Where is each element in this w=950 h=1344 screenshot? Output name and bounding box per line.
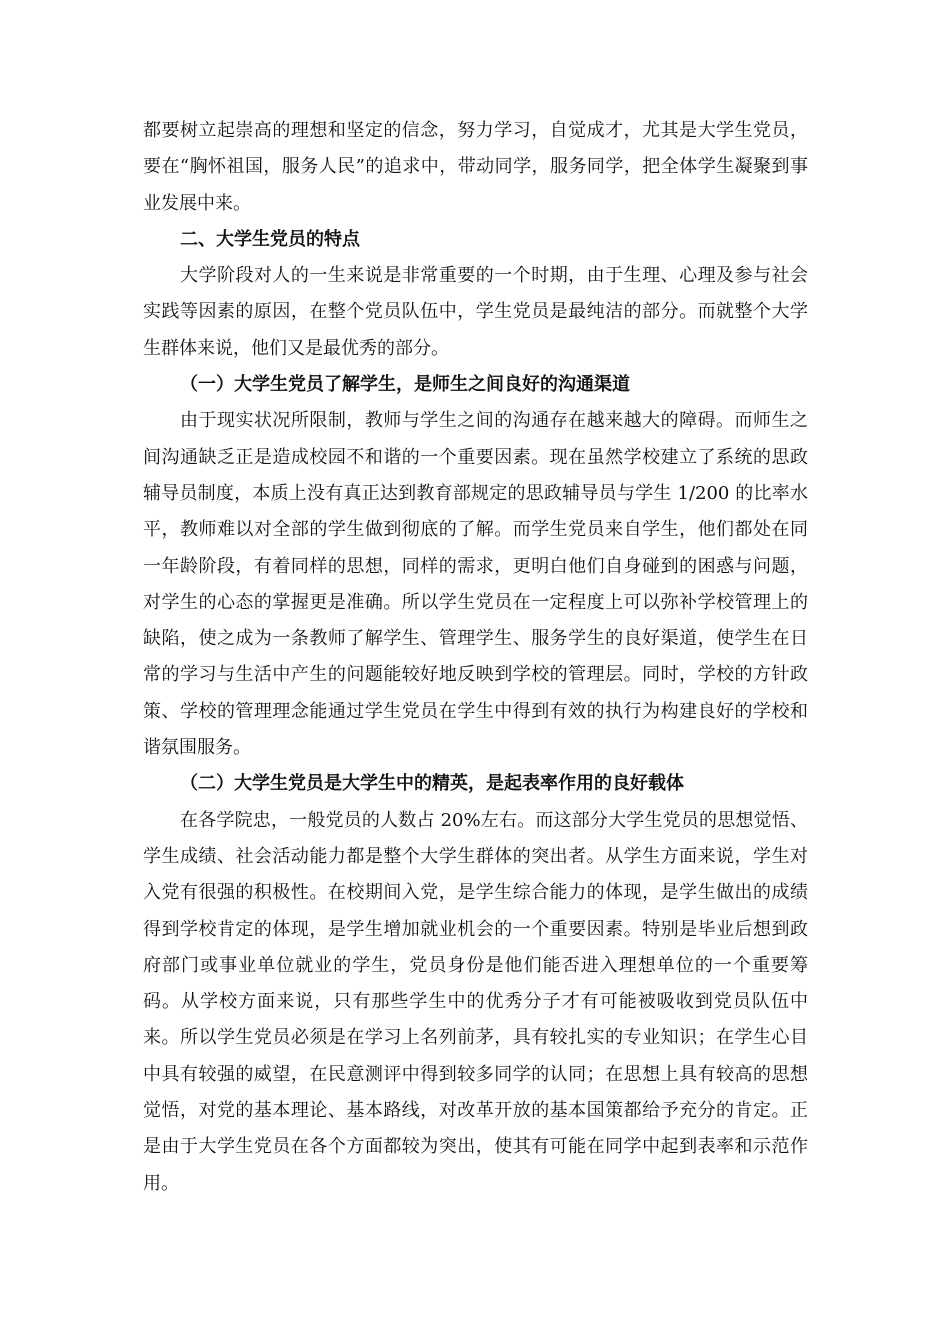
paragraph-continuation: 都要树立起崇高的理想和坚定的信念，努力学习，自觉成才，尤其是大学生党员，要在“胸怀祖国，服务人民”的追求中，带动同学，服务同学，把全体学生凝聚到事业发展中来。 [143,120,808,214]
document-body [143,113,808,1202]
paragraph-communication: 由于现实状况所限制，教师与学生之间的沟通存在越来越大的障碍。而师生之间沟通缺乏正是造成校园不和谐的一个重要因素。现在虽然学校建立了系统的思政辅导员制度，本质上没有真正达到教育部规定的思政辅导员与学生 1/200 的比率水平，教师难以对全部的学生做到彻底的了解。而学生党员来自学生，他们都处在同一年龄阶段，有着同样的思想，同样的需求，更明白他们自身碰到的困惑与问题，对学生的心态的掌握更是准确。所以学生党员在一定程度上可以弥补学校管理上的缺陷，使之成为一条教师了解学生、管理学生、服务学生的良好渠道，使学生在日常的学习与生活中产生的问题能较好地反映到学校的管理层。同时，学校的方针政策、学校的管理理念能通过学生党员在学生中得到有效的执行为构建良好的学校和谐氛围服务。 [143,410,808,759]
subsection-heading-2: （二）大学生党员是大学生中的精英，是起表率作用的良好载体 [180,773,684,795]
subsection-heading-1: （一）大学生党员了解学生，是师生之间良好的沟通渠道 [180,374,630,396]
paragraph-elite: 在各学院忠，一般党员的人数占 20%左右。而这部分大学生党员的思想觉悟、学生成绩、社会活动能力都是整个大学生群体的突出者。从学生方面来说，学生对入党有很强的积极性。在校期间入党，是学生综合能力的体现，是学生做出的成绩得到学校肯定的体现，是学生增加就业机会的一个重要因素。特别是毕业后想到政府部门或事业单位就业的学生，党员身份是他们能否进入理想单位的一个重要筹码。从学校方面来说，只有那些学生中的优秀分子才有可能被吸收到党员队伍中来。所以学生党员必须是在学习上名列前茅，具有较扎实的专业知识；在学生心目中具有较强的威望，在民意测评中得到较多同学的认同；在思想上具有较高的思想觉悟，对党的基本理论、基本路线，对改革开放的基本国策都给予充分的肯定。正是由于大学生党员在各个方面都较为突出，使其有可能在同学中起到表率和示范作用。 [143,809,808,1194]
paragraph-characteristics: 大学阶段对人的一生来说是非常重要的一个时期，由于生理、心理及参与社会实践等因素的原因，在整个党员队伍中，学生党员是最纯洁的部分。而就整个大学生群体来说，他们又是最优秀的部分。 [143,265,808,359]
section-heading-2: 二、大学生党员的特点 [180,228,360,250]
